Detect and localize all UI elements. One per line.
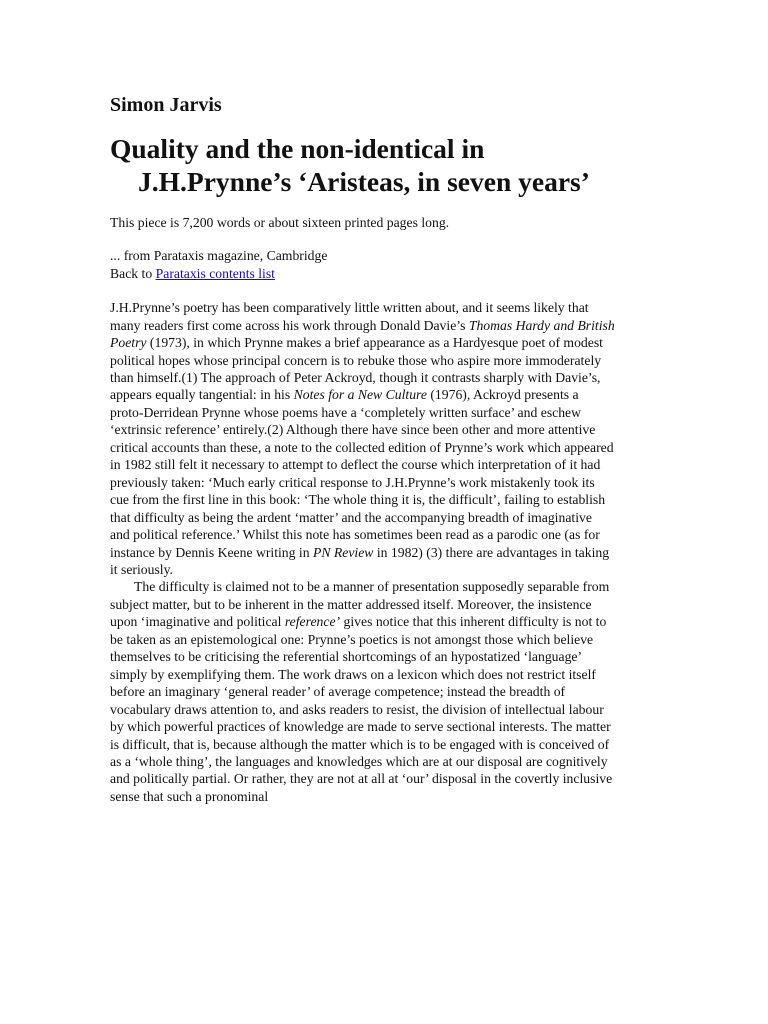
article-title: Quality and the non-identical in J.H.Prynne’s ‘Aristeas, in seven years’ [110, 133, 590, 197]
para1-text-2: (1973), in which Prynne makes a brief appearance as a Hardyesque poet of modest political hopes whose principal concern is to rebuke those who aspire more immoderately than himself.(1) The approach of Peter Ackroyd, though it contrasts sharply with Davie’s, appears equally tangential: in his [110, 335, 603, 403]
para1-text-4: in 1982) (3) there are advantages in taking it seriously. [110, 544, 610, 578]
para2-text-1: The difficulty is claimed not to be a manner of presentation supposedly separable from subject matter, but to be inherent in the matter addressed itself. Moreover, the insistence upon ‘imaginative and political [110, 579, 610, 630]
back-line [110, 265, 615, 282]
author-name: Simon Jarvis [110, 94, 222, 116]
emphasis-reference: reference’ [284, 614, 341, 630]
back-prefix: Back to [110, 265, 156, 281]
para2-text-2: gives notice that this inherent difficulty is not to be taken as an epistemological one: Prynne’s poetics is not amongst those which believe themselves to be criticising the referential shortcomings of an hypostatized ‘language’ simply by exemplifying them. The work draws on a lexicon which does not restrict itself before an imaginary ‘general reader’ of average competence; instead the breadth of vocabulary draws attention to, and asks readers to resist, the division of intellectual labour by which powerful practices of knowledge are made to serve sectional interests. The matter is difficult, that is, because although the matter which is to be engaged with is conceived of as a ‘whole thing’, the languages and knowledges which are at our disposal are cognitively and politically partial. Or rather, they are not at all at ‘our’ disposal in the covertly inclusive sense that such a pronominal [110, 614, 613, 804]
article [110, 92, 615, 805]
para1-text-3: (1976), Ackroyd presents a proto-Derridean Prynne whose poems have a ‘completely written surface’ and eschew ‘extrinsic reference’ entirely.(2) Although there have since been other and more attentive critical accounts than these, a note to the collected edition of Prynne’s work which appeared in 1982 still felt it necessary to attempt to deflect the course which interpretation of it had previously taken: ‘Much early critical response to J.H.Prynne’s work mistakenly took its cue from the first line in this book: ‘The whole thing it is, the difficult’, failing to establish that difficulty as being the ardent ‘matter’ and the accompanying breadth of imaginative and political reference.’ Whilst this note has sometimes been read as a parodic one (as for instance by Dennis Keene writing in [110, 387, 614, 560]
book-title-davie: Thomas Hardy and British Poetry [110, 317, 615, 351]
contents-list-link[interactable]: Parataxis contents list [155, 265, 275, 281]
book-title-ackroyd: Notes for a New Culture [293, 387, 427, 403]
journal-title-pn-review: PN Review [312, 544, 374, 560]
paragraph-2 [110, 578, 615, 805]
source-block [110, 247, 615, 282]
para1-text-1: J.H.Prynne’s poetry has been comparatively little written about, and it seems likely that many readers first come across his work through Donald Davie’s [110, 300, 589, 333]
article-body [110, 299, 615, 805]
paragraph-1 [110, 299, 615, 578]
length-note: This piece is 7,200 words or about sixteen printed pages long. [110, 215, 450, 230]
source-line: ... from Parataxis magazine, Cambridge [110, 248, 328, 264]
